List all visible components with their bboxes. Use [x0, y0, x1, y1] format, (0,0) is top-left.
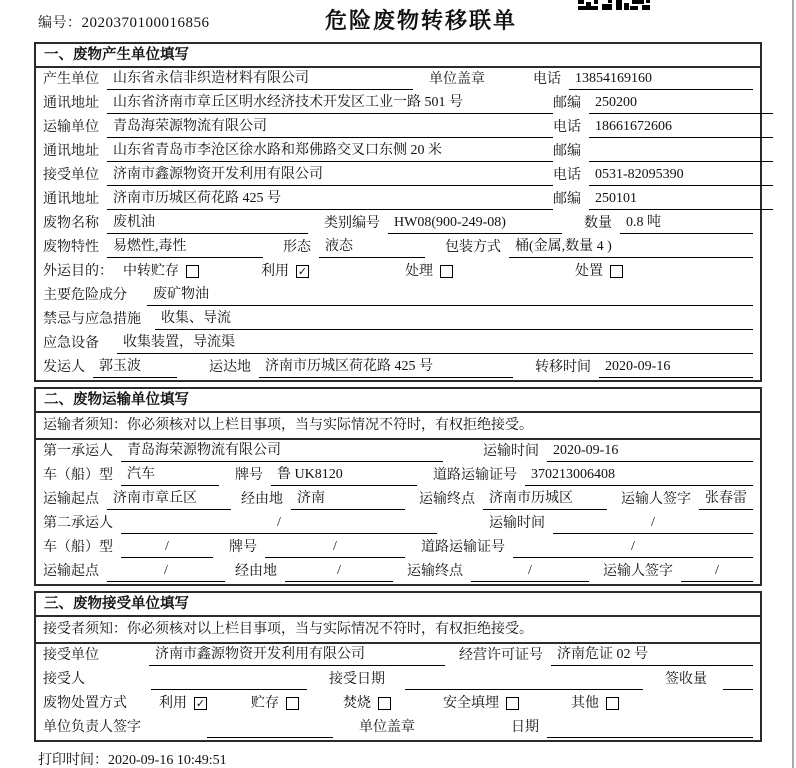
print-time-label: 打印时间： — [38, 753, 108, 768]
checkbox-utilize-checked: ✓ — [297, 265, 308, 278]
section-receiver-title: 三、废物接受单位填写 — [36, 593, 760, 617]
time1-value: 2020-09-16 — [547, 440, 753, 462]
dest-label: 运达地 — [209, 360, 251, 375]
recv-unit-label: 接受单位 — [43, 168, 99, 183]
zip1-label: 邮编 — [553, 96, 581, 111]
disposal-option-landfill: 安全填埋 — [443, 693, 519, 714]
purpose-option-utilize: 利用 ✓ — [261, 264, 308, 279]
disposal-option-storage: 贮存 — [251, 693, 299, 714]
via1-label: 经由地 — [241, 492, 283, 507]
zip1-value: 250200 — [589, 92, 773, 114]
license-value: 济南危证 02 号 — [551, 644, 753, 666]
row-produce-unit — [36, 68, 760, 92]
sign2-label: 运输人签字 — [603, 564, 673, 579]
plate1-value: 鲁 UK8120 — [271, 464, 417, 486]
produce-unit-label: 产生单位 — [43, 72, 99, 87]
shipper-value: 郭玉波 — [93, 356, 177, 378]
via2-label: 经由地 — [235, 564, 277, 579]
document-number-value: 2020370100016856 — [81, 15, 210, 31]
waste-name-label: 废物名称 — [43, 216, 99, 231]
document-number — [38, 12, 210, 32]
road-no2-value: / — [513, 536, 753, 558]
row-vehicle-1 — [36, 464, 760, 488]
tel1-value: 13854169160 — [569, 68, 753, 90]
vehicle1-value: 汽车 — [121, 464, 219, 486]
road-no1-value: 370213006408 — [525, 464, 753, 486]
print-time-value: 2020-09-16 10:49:51 — [108, 753, 227, 768]
qty-label: 数量 — [584, 216, 612, 231]
page-title: 危险废物转移联单 — [325, 8, 518, 33]
sign2-value: / — [681, 560, 753, 582]
end1-label: 运输终点 — [419, 492, 475, 507]
row-receiver-person — [36, 668, 760, 692]
tel1-label: 电话 — [533, 72, 561, 87]
equipment-label: 应急设备 — [43, 336, 99, 351]
character-value: 易燃性,毒性 — [107, 236, 263, 258]
checkbox-disposal-landfill — [506, 697, 519, 710]
checkbox-treat — [440, 265, 453, 278]
qr-code-fragment — [578, 0, 650, 11]
road-no1-label: 道路运输证号 — [433, 468, 517, 483]
purpose-option-treat: 处理 — [405, 261, 453, 282]
receiver-value — [151, 689, 307, 690]
row-waste-name — [36, 212, 760, 236]
carrier2-label: 第二承运人 — [43, 516, 113, 531]
date-value — [547, 737, 753, 738]
row-waste-character — [36, 236, 760, 260]
character-label: 废物特性 — [43, 240, 99, 255]
row-receive-unit — [36, 164, 760, 188]
row-route-1 — [36, 488, 760, 512]
row-outbound-purpose — [36, 260, 760, 284]
zip3-value: 250101 — [589, 188, 773, 210]
row-responsible-sign — [36, 716, 760, 740]
addr1-value: 山东省济南市章丘区明水经济技术开发区工业一路 501 号 — [107, 92, 553, 114]
row-hazard-component — [36, 284, 760, 308]
form-label: 形态 — [283, 240, 311, 255]
license-label: 经营许可证号 — [459, 648, 543, 663]
recv-date-label: 接受日期 — [329, 672, 385, 687]
produce-unit-value: 山东省永信非织造材料有限公司 — [107, 68, 413, 90]
end2-label: 运输终点 — [407, 564, 463, 579]
taboo-label: 禁忌与应急措施 — [43, 312, 141, 327]
checkbox-transfer-storage — [186, 265, 199, 278]
end2-value: / — [471, 560, 589, 582]
purpose-label: 外运目的： — [43, 264, 113, 279]
trans-unit-value: 青岛海荣源物流有限公司 — [107, 116, 553, 138]
carrier2-value: / — [121, 512, 437, 534]
checkbox-dispose — [610, 265, 623, 278]
time2-label: 运输时间 — [489, 516, 545, 531]
shipper-label: 发运人 — [43, 360, 85, 375]
disposal-option-other: 其他 — [571, 693, 619, 714]
plate1-label: 牌号 — [235, 468, 263, 483]
carrier1-label: 第一承运人 — [43, 444, 113, 459]
zip2-value — [589, 161, 773, 162]
recv-date-value — [405, 689, 643, 690]
date-label: 日期 — [511, 720, 539, 735]
document-number-label: 编号： — [38, 16, 82, 31]
page-right-edge-line — [792, 0, 794, 768]
disposal-option-utilize: 利用 ✓ — [159, 696, 206, 711]
equipment-value: 收集装置，导流渠 — [117, 332, 753, 354]
addr3-value: 济南市历城区荷花路 425 号 — [107, 188, 553, 210]
category-label: 类别编号 — [324, 216, 380, 231]
row-receiver-address — [36, 188, 760, 212]
vehicle2-value: / — [121, 536, 213, 558]
recv-unit-s3-label: 接受单位 — [43, 648, 99, 663]
start1-value: 济南市章丘区 — [107, 488, 231, 510]
row-first-carrier — [36, 440, 760, 464]
trans-unit-label: 运输单位 — [43, 120, 99, 135]
row-route-2 — [36, 560, 760, 584]
end1-value: 济南市历城区 — [483, 488, 607, 510]
tel2-value: 18661672606 — [589, 116, 773, 138]
dest-value: 济南市历城区荷花路 425 号 — [259, 356, 513, 378]
tel3-value: 0531-82095390 — [589, 164, 773, 186]
transfer-date-label: 转移时间 — [535, 360, 591, 375]
checkbox-disposal-utilize-checked: ✓ — [195, 697, 206, 710]
carrier1-value: 青岛海荣源物流有限公司 — [121, 440, 443, 462]
tel2-label: 电话 — [553, 120, 581, 135]
hazard-label: 主要危险成分 — [43, 288, 127, 303]
form-header — [0, 0, 796, 38]
vehicle2-label: 车（船）型 — [43, 540, 113, 555]
checkbox-disposal-other — [606, 697, 619, 710]
category-value: HW08(900-249-08) — [388, 212, 562, 234]
addr2-value: 山东省青岛市李沧区徐水路和郑佛路交叉口东侧 20 米 — [107, 140, 553, 162]
transfer-date-value: 2020-09-16 — [599, 356, 753, 378]
row-transport-unit — [36, 116, 760, 140]
row-transporter-notice — [36, 413, 760, 440]
section-producer — [34, 42, 762, 382]
unit-seal-s3-label: 单位盖章 — [359, 720, 415, 735]
row-receiver-notice — [36, 617, 760, 644]
qty-value: 0.8 吨 — [620, 212, 753, 234]
receiver-notice-text: 接受者须知：你必须核对以上栏目事项，当与实际情况不符时，有权拒绝接受。 — [43, 622, 533, 637]
addr3-label: 通讯地址 — [43, 192, 99, 207]
row-producer-address — [36, 92, 760, 116]
section-producer-title: 一、废物产生单位填写 — [36, 44, 760, 68]
unit-seal-label: 单位盖章 — [429, 72, 485, 87]
form-value: 液态 — [319, 236, 425, 258]
time2-value: / — [553, 512, 753, 534]
form-body — [34, 42, 762, 747]
row-vehicle-2 — [36, 536, 760, 560]
receiver-label: 接受人 — [43, 672, 85, 687]
row-emergency-equipment — [36, 332, 760, 356]
addr2-label: 通讯地址 — [43, 144, 99, 159]
row-receive-unit-s3 — [36, 644, 760, 668]
row-shipper — [36, 356, 760, 380]
time1-label: 运输时间 — [483, 444, 539, 459]
purpose-option-transfer-storage: 中转贮存 — [123, 261, 199, 282]
sign1-label: 运输人签字 — [621, 492, 691, 507]
sign1-value: 张春雷 — [699, 488, 753, 510]
row-second-carrier — [36, 512, 760, 536]
start2-value: / — [107, 560, 225, 582]
disposal-option-incinerate: 焚烧 — [343, 693, 391, 714]
recv-unit-s3-value: 济南市鑫源物资开发利用有限公司 — [149, 644, 445, 666]
vehicle1-label: 车（船）型 — [43, 468, 113, 483]
checkbox-disposal-storage — [286, 697, 299, 710]
plate2-value: / — [265, 536, 405, 558]
section-transporter-title: 二、废物运输单位填写 — [36, 389, 760, 413]
row-disposal-method — [36, 692, 760, 716]
section-receiver — [34, 591, 762, 742]
tel3-label: 电话 — [553, 168, 581, 183]
checkbox-disposal-incinerate — [378, 697, 391, 710]
hazard-value: 废矿物油 — [147, 284, 753, 306]
via1-value: 济南 — [291, 488, 405, 510]
recv-unit-value: 济南市鑫源物资开发利用有限公司 — [107, 164, 553, 186]
start1-label: 运输起点 — [43, 492, 99, 507]
waste-name-value: 废机油 — [107, 212, 308, 234]
section-transporter — [34, 387, 762, 586]
responsible-sign-label: 单位负责人签字 — [43, 720, 141, 735]
start2-label: 运输起点 — [43, 564, 99, 579]
via2-value: / — [285, 560, 393, 582]
purpose-option-dispose: 处置 — [575, 261, 623, 282]
plate2-label: 牌号 — [229, 540, 257, 555]
transporter-notice-text: 运输者须知：你必须核对以上栏目事项，当与实际情况不符时，有权拒绝接受。 — [43, 418, 533, 433]
row-taboo-measures — [36, 308, 760, 332]
disposal-label: 废物处置方式 — [43, 696, 127, 711]
recv-qty-label: 签收量 — [665, 672, 707, 687]
recv-qty-value — [723, 689, 753, 690]
print-time — [38, 749, 227, 768]
responsible-sign-value — [207, 737, 333, 738]
zip2-label: 邮编 — [553, 144, 581, 159]
taboo-value: 收集、导流 — [155, 308, 753, 330]
road-no2-label: 道路运输证号 — [421, 540, 505, 555]
row-transporter-address — [36, 140, 760, 164]
addr1-label: 通讯地址 — [43, 96, 99, 111]
package-label: 包装方式 — [445, 240, 501, 255]
zip3-label: 邮编 — [553, 192, 581, 207]
package-value: 桶(金属,数量 4 ) — [509, 236, 753, 258]
